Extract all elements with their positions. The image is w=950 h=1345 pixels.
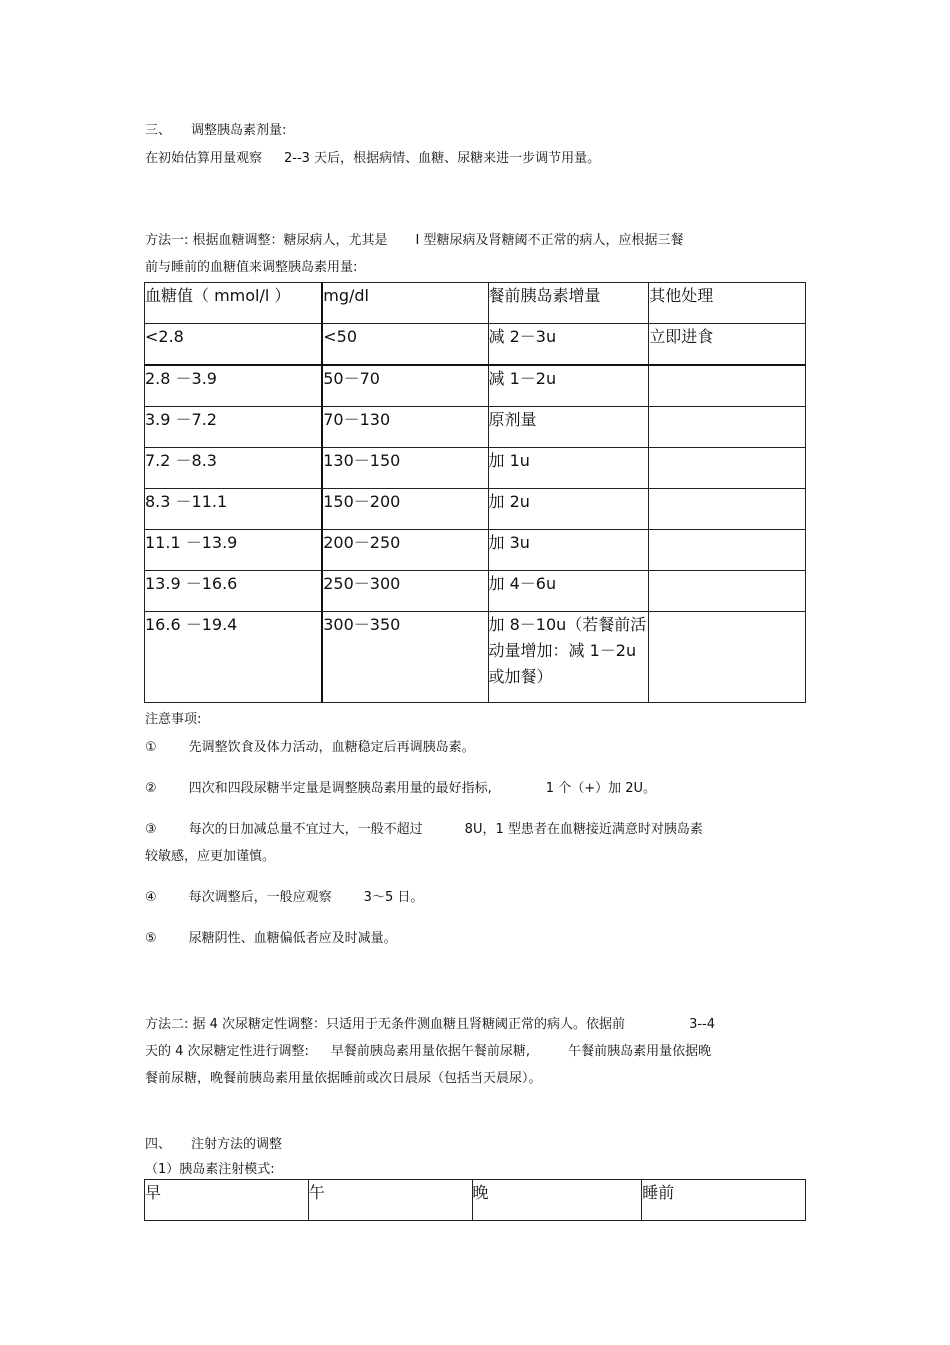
- method1-line2: 前与睡前的血糖值来调整胰岛素用量:: [145, 260, 358, 275]
- table-cell: 加 8－10u（若餐前活动量增加：减 1－2u 或加餐）: [488, 612, 649, 703]
- method1-text-a: 方法一: 根据血糖调整：糖尿病人，尤其是: [145, 233, 388, 248]
- table-cell: 2.8 －3.9: [145, 365, 323, 407]
- table-row: [145, 489, 806, 530]
- table-cell: [649, 448, 806, 489]
- header-cell: 血糖值（ mmol/l ）: [145, 283, 323, 324]
- note-marker: ⑤: [145, 931, 157, 946]
- table-row: [145, 448, 806, 489]
- table-cell: 加 1u: [488, 448, 649, 489]
- note-3: [145, 821, 703, 839]
- table-cell: 150－200: [322, 489, 488, 530]
- table-cell: 13.9 －16.6: [145, 571, 323, 612]
- note-text: 1 个（+）加 2U。: [545, 781, 657, 796]
- table-cell: [649, 612, 806, 703]
- method2-text: 3--4: [689, 1017, 715, 1032]
- note-5: [145, 930, 397, 948]
- table-cell: 原剂量: [488, 407, 649, 448]
- note-marker: ②: [145, 781, 157, 796]
- method2-line1: [145, 1016, 715, 1034]
- method2-text: 天的 4 次尿糖定性进行调整:: [145, 1044, 309, 1059]
- header-cell: mg/dl: [322, 283, 488, 324]
- section4-heading: [145, 1136, 282, 1154]
- note-text: 尿糖阴性、血糖偏低者应及时减量。: [188, 931, 397, 946]
- table-row: [145, 407, 806, 448]
- table-row: [145, 612, 806, 703]
- header-cell: 晚: [472, 1180, 642, 1221]
- table-row: [145, 365, 806, 407]
- method1-line1: [145, 232, 683, 250]
- method2-line2: [145, 1043, 711, 1061]
- note-text: 四次和四段尿糖半定量是调整胰岛素用量的最好指标,: [188, 781, 492, 796]
- section4-sub: （1）胰岛素注射模式:: [145, 1162, 275, 1177]
- table-header-row: [145, 283, 806, 324]
- note-1: [145, 739, 475, 757]
- note-4: [145, 889, 423, 907]
- note-2: [145, 780, 656, 798]
- table-row: [145, 324, 806, 366]
- header-cell: 午: [308, 1180, 472, 1221]
- table-cell: [649, 571, 806, 612]
- table-cell: <50: [322, 324, 488, 366]
- method2-line3: 餐前尿糖，晚餐前胰岛素用量依据睡前或次日晨尿（包括当天晨尿）。: [145, 1071, 542, 1086]
- note-marker: ④: [145, 890, 157, 905]
- table-cell: 加 4－6u: [488, 571, 649, 612]
- table-cell: 300－350: [322, 612, 488, 703]
- note-3-cont: 较敏感，应更加谨慎。: [145, 849, 276, 864]
- note-marker: ①: [145, 740, 157, 755]
- table-cell: 7.2 －8.3: [145, 448, 323, 489]
- note-text: 每次调整后，一般应观察: [188, 890, 332, 905]
- table-cell: 减 2－3u: [488, 324, 649, 366]
- table-cell: 11.1 －13.9: [145, 530, 323, 571]
- injection-mode-table: [144, 1179, 806, 1221]
- glucose-adjust-table: [144, 282, 806, 703]
- note-text: 8U，1 型患者在血糖接近满意时对胰岛素: [464, 822, 703, 837]
- table-row: [145, 530, 806, 571]
- note-text: 3～5 日。: [363, 890, 424, 905]
- table-cell: 130－150: [322, 448, 488, 489]
- note-marker: ③: [145, 822, 157, 837]
- method2-text: 午餐前胰岛素用量依据晚: [568, 1044, 712, 1059]
- header-cell: 其他处理: [649, 283, 806, 324]
- heading-text: 注射方法的调整: [191, 1137, 283, 1152]
- method1-text-b: I 型糖尿病及肾糖阈不正常的病人，应根据三餐: [415, 233, 684, 248]
- table-cell: 8.3 －11.1: [145, 489, 323, 530]
- table-cell: 250－300: [322, 571, 488, 612]
- section3-heading: [145, 122, 286, 140]
- table-cell: 3.9 －7.2: [145, 407, 323, 448]
- table-cell: [649, 489, 806, 530]
- table-cell: [649, 530, 806, 571]
- note-text: 先调整饮食及体力活动，血糖稳定后再调胰岛素。: [188, 740, 475, 755]
- table-cell: 减 1－2u: [488, 365, 649, 407]
- notes-title: 注意事项:: [145, 712, 202, 727]
- table-cell: 70－130: [322, 407, 488, 448]
- table-cell: <2.8: [145, 324, 323, 366]
- table-cell: [649, 365, 806, 407]
- header-cell: 餐前胰岛素增量: [488, 283, 649, 324]
- table-header-row: [145, 1180, 806, 1221]
- header-cell: 睡前: [642, 1180, 806, 1221]
- intro-part-a: 在初始估算用量观察: [145, 151, 263, 166]
- method2-text: 早餐前胰岛素用量依据午餐前尿糖,: [330, 1044, 531, 1059]
- heading-text: 调整胰岛素剂量:: [191, 123, 287, 138]
- table-cell: 立即进食: [649, 324, 806, 366]
- heading-number: 四、: [145, 1137, 172, 1152]
- table-cell: 50－70: [322, 365, 488, 407]
- table-cell: [649, 407, 806, 448]
- heading-number: 三、: [145, 123, 172, 138]
- table-row: [145, 571, 806, 612]
- method2-text: 方法二: 据 4 次尿糖定性调整：只适用于无条件测血糖且肾糖阈正常的病人。依据前: [145, 1017, 626, 1032]
- note-text: 每次的日加减总量不宜过大，一般不超过: [188, 822, 423, 837]
- table-cell: 16.6 －19.4: [145, 612, 323, 703]
- section3-intro: [145, 150, 600, 168]
- table-cell: 加 2u: [488, 489, 649, 530]
- header-cell: 早: [145, 1180, 309, 1221]
- table-cell: 加 3u: [488, 530, 649, 571]
- intro-part-b: 2--3 天后，根据病情、血糖、尿糖来进一步调节用量。: [284, 151, 601, 166]
- table-cell: 200－250: [322, 530, 488, 571]
